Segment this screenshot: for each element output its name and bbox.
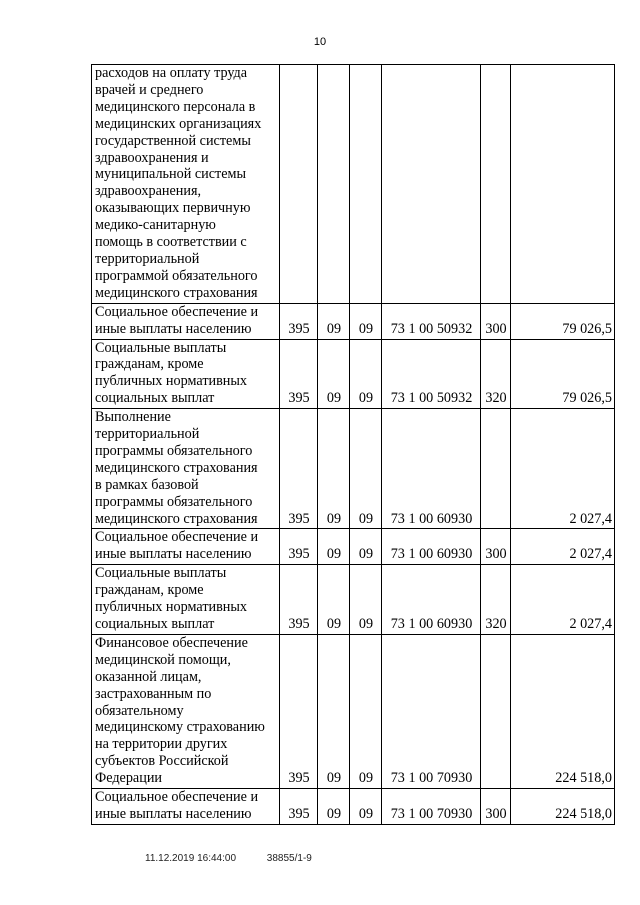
row-name-line: Социальное обеспечение и [95, 789, 259, 806]
row-name-cell [92, 409, 280, 529]
table-row [92, 634, 615, 788]
row-name-line: оказанной лицам, [95, 668, 202, 685]
expense-type-cell [481, 409, 511, 529]
row-name-cell [92, 789, 280, 825]
row-name-line: здравоохранения, [95, 183, 202, 200]
row-name-line: медицинского страхования [95, 459, 258, 476]
amount-cell [511, 65, 615, 304]
subsection-code-cell: 09 [350, 529, 382, 565]
subsection-code-cell: 09 [350, 565, 382, 635]
expense-type-cell: 320 [481, 565, 511, 635]
row-name-line: иные выплаты населению [95, 805, 252, 822]
amount-cell: 79 026,5 [511, 303, 615, 339]
page-footer [145, 853, 340, 864]
target-article-cell: 73 1 00 60930 [382, 409, 481, 529]
row-name-line: медицинских организациях [95, 115, 262, 132]
ministry-code-cell: 395 [280, 339, 318, 409]
section-code-cell: 09 [318, 409, 350, 529]
subsection-code-cell: 09 [350, 634, 382, 788]
row-name-line: Выполнение [95, 409, 171, 426]
row-name-line: муниципальной системы [95, 166, 247, 183]
amount-cell: 79 026,5 [511, 339, 615, 409]
row-name-line: Федерации [95, 770, 163, 787]
row-name-line: медико-санитарную [95, 217, 216, 234]
section-code-cell: 09 [318, 303, 350, 339]
subsection-code-cell: 09 [350, 339, 382, 409]
amount-cell: 2 027,4 [511, 529, 615, 565]
row-name-line: расходов на оплату труда [95, 65, 248, 81]
target-article-cell: 73 1 00 70930 [382, 634, 481, 788]
row-name-line: Финансовое обеспечение [95, 634, 248, 651]
row-name-line: медицинского персонала в [95, 98, 256, 115]
subsection-code-cell [350, 65, 382, 304]
table-row [92, 789, 615, 825]
row-name-cell [92, 339, 280, 409]
row-name-line: медицинской помощи, [95, 651, 231, 668]
target-article-cell: 73 1 00 50932 [382, 303, 481, 339]
table-row [92, 409, 615, 529]
section-code-cell: 09 [318, 529, 350, 565]
row-name-line: Социальные выплаты [95, 565, 227, 582]
row-name-line: гражданам, кроме [95, 356, 204, 373]
page-number: 10 [313, 36, 327, 48]
ministry-code-cell: 395 [280, 634, 318, 788]
row-name-line: субъектов Российской [95, 753, 229, 770]
section-code-cell [318, 65, 350, 304]
table-row [92, 565, 615, 635]
row-name-line: иные выплаты населению [95, 546, 252, 563]
ministry-code-cell: 395 [280, 529, 318, 565]
budget-table-body [92, 65, 615, 825]
target-article-cell [382, 65, 481, 304]
expense-type-cell: 300 [481, 529, 511, 565]
row-name-cell [92, 529, 280, 565]
target-article-cell: 73 1 00 60930 [382, 529, 481, 565]
budget-table [91, 64, 615, 825]
row-name-line: в рамках базовой [95, 476, 199, 493]
amount-cell: 224 518,0 [511, 789, 615, 825]
ministry-code-cell: 395 [280, 565, 318, 635]
ministry-code-cell: 395 [280, 789, 318, 825]
row-name-line: Социальные выплаты [95, 339, 227, 356]
row-name-line: иные выплаты населению [95, 320, 252, 337]
row-name-line: Социальное обеспечение и [95, 303, 259, 320]
target-article-cell: 73 1 00 60930 [382, 565, 481, 635]
expense-type-cell: 300 [481, 303, 511, 339]
expense-type-cell: 320 [481, 339, 511, 409]
row-name-line: публичных нормативных [95, 373, 248, 390]
table-row [92, 529, 615, 565]
row-name-line: гражданам, кроме [95, 582, 204, 599]
row-name-line: обязательному [95, 702, 184, 719]
ministry-code-cell: 395 [280, 303, 318, 339]
row-name-line: медицинского страхования [95, 284, 258, 301]
table-row [92, 65, 615, 304]
footer-timestamp: 11.12.2019 16:44:00 [145, 853, 237, 864]
row-name-line: программой обязательного [95, 267, 258, 284]
row-name-line: социальных выплат [95, 390, 215, 407]
subsection-code-cell: 09 [350, 789, 382, 825]
row-name-cell [92, 303, 280, 339]
section-code-cell: 09 [318, 565, 350, 635]
subsection-code-cell: 09 [350, 409, 382, 529]
row-name-line: здравоохранения и [95, 149, 209, 166]
row-name-line: медицинскому страхованию [95, 719, 265, 736]
row-name-cell [92, 634, 280, 788]
row-name-cell [92, 65, 280, 304]
section-code-cell: 09 [318, 634, 350, 788]
row-name-line: территориальной [95, 426, 200, 443]
ministry-code-cell: 395 [280, 409, 318, 529]
expense-type-cell [481, 65, 511, 304]
row-name-line: социальных выплат [95, 616, 215, 632]
row-name-line: на территории других [95, 736, 228, 753]
footer-doc-number: 38855/1-9 [266, 853, 312, 864]
amount-cell: 2 027,4 [511, 409, 615, 529]
section-code-cell: 09 [318, 339, 350, 409]
row-name-line: территориальной [95, 250, 200, 267]
row-name-line: Социальное обеспечение и [95, 529, 259, 546]
row-name-line: застрахованным по [95, 685, 212, 702]
amount-cell: 224 518,0 [511, 634, 615, 788]
ministry-code-cell [280, 65, 318, 304]
row-name-line: помощь в соответствии с [95, 234, 247, 251]
row-name-line: оказывающих первичную [95, 200, 251, 217]
section-code-cell: 09 [318, 789, 350, 825]
table-row [92, 339, 615, 409]
row-name-cell [92, 565, 280, 635]
table-row [92, 303, 615, 339]
row-name-line: программы обязательного [95, 442, 253, 459]
row-name-line: врачей и среднего [95, 81, 204, 98]
target-article-cell: 73 1 00 50932 [382, 339, 481, 409]
target-article-cell: 73 1 00 70930 [382, 789, 481, 825]
row-name-line: государственной системы [95, 132, 251, 149]
amount-cell: 2 027,4 [511, 565, 615, 635]
row-name-line: медицинского страхования [95, 510, 258, 527]
expense-type-cell [481, 634, 511, 788]
row-name-line: программы обязательного [95, 493, 253, 510]
expense-type-cell: 300 [481, 789, 511, 825]
subsection-code-cell: 09 [350, 303, 382, 339]
row-name-line: публичных нормативных [95, 599, 248, 616]
